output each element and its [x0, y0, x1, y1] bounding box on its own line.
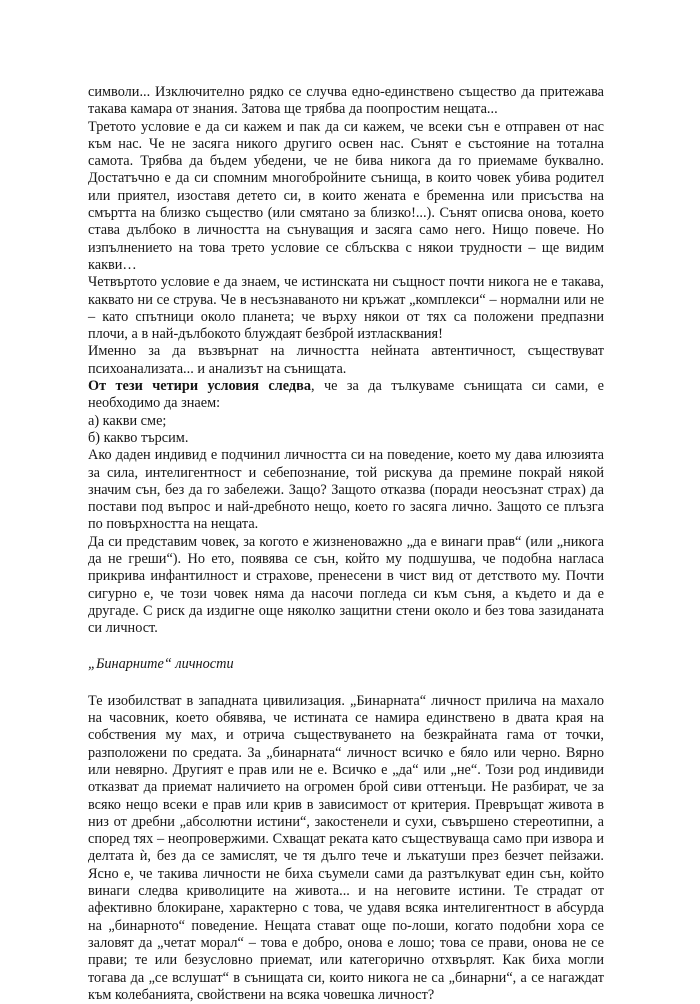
- conditions-lead: От тези четири условия следва: [88, 378, 312, 395]
- paragraph: Да си представим човек, за когото е жизненоважно „да е винаги прав“ (или „никога да не греши“). Но ето, появява се сън, който му подшушва, че подобна нагласа прикрива инфантилност и страхове, пренесени в чист вид от детството му. Почти сигурно е, че този човек няма да насочи погледа си към съня, а където и да е другаде. С риск да издигне още няколко защитни стени около и без това зазиданата си личност.: [88, 533, 604, 637]
- section-body: [88, 693, 604, 1004]
- paragraph: Те изобилстват в западната цивилизация. „Бинарната“ личност прилича на махало на часовник, което обявява, че истината се намира единствено в двата края на собствения му мах, и отрича съществуването на безкрайната гама от точки, разположени по средата. За „бинарната“ личност всичко е бяло или черно. Вярно или невярно. Другият е прав или не е. Всичко е „да“ или „не“. Този род индивиди отказват да приемат наличието на огромен брой сиви оттенъци. Не разбират, че за всяко нещо всеки е прав или крив в зависимост от критерия. Превръщат живота в низ от дребни „абсолютни истини“, закостенели и сухи, съвършено стереотипни, а според тях – неопровержими. Схващат реката като съществуваща само при извора и делтата ѝ, без да се замислят, че тя дълго тече и лъкатуши през безчет пейзажи. Ясно е, че такива личности не биха съумели сами да разтълкуват един сън, който винаги следва криволиците на живота... и на неговите истини. Те страдат от афективно блокиране, характерно с това, че удавя всяка интелигентност в абсурда на „бинарното“ поведение. Нещата стават още по-лоши, когато подобни хора се заловят да „четат морал“ – това е добро, онова е лошо; това се прави, онова не се прави; те или безусловно приемат, или категорично отхвърлят. Как биха могли тогава да „се вслушат“ в сънищата си, които никога не са „бинарни“, а се нагаждат към колебанията, свойствени на всяка човешка личност?: [88, 692, 604, 1003]
- section-title: „Бинарните“ личности: [88, 655, 234, 672]
- document-body: [88, 84, 604, 1004]
- paragraph: Третото условие е да си кажем и пак да си кажем, че всеки сън е отправен от нас към нас. Че не засяга никого другиго освен нас. Сънят е състояние на тотална самота. Трябва да бъдем убедени, че не бива никога да го приемаме буквално. Достатъчно е да си спомним многобройните сънища, в които човек убива родител или приятел, изоставя детето си, в които жената е бременна или присъства на смъртта на близко същество (или смятано за близко!...). Сънят описва онова, което става дълбоко в личността на сънуващия и засяга само него. Нищо повече. Но изпълнението на това трето условие се сблъсква с някои трудности – ще видим какви…: [88, 118, 604, 273]
- paragraph: Четвъртото условие е да знаем, че истинската ни същност почти никога не е такава, каквато ни се струва. Че в несъзнаваното ни кръжат „комплекси“ – нормални или не – като спътници около планета; че върху някои от тях са положени предпазни плочи, а в най-дълбокото блуждаят безброй изтласквания!: [88, 274, 604, 343]
- conditions-paragraph: [88, 378, 604, 413]
- paragraph: Именно за да възвърнат на личността нейната автентичност, съществуват психоанализата... и анализът на сънищата.: [88, 343, 604, 377]
- paragraph: символи... Изключително рядко се случва едно-единствено същество да притежава такава камара от знания. Затова ще трябва да поопростим нещата...: [88, 84, 604, 118]
- list-item: б) какво търсим.: [88, 429, 189, 446]
- conditions-rest: , че за да тълкуваме сънищата си сами, е необходимо да знаем:: [88, 378, 605, 412]
- paragraph: Ако даден индивид е подчинил личността си на поведение, което му дава илюзията за сила, интелигентност и себепознание, той рискува да премине покрай някой значим сън, без да го забележи. Защо? Защото отказва (поради неосъзнат страх) да постави под въпрос и най-дребното нещо, което го засяга лично. Защото се плъзга по повърхността на нещата.: [88, 447, 604, 533]
- list-item: а) какви сме;: [88, 412, 167, 429]
